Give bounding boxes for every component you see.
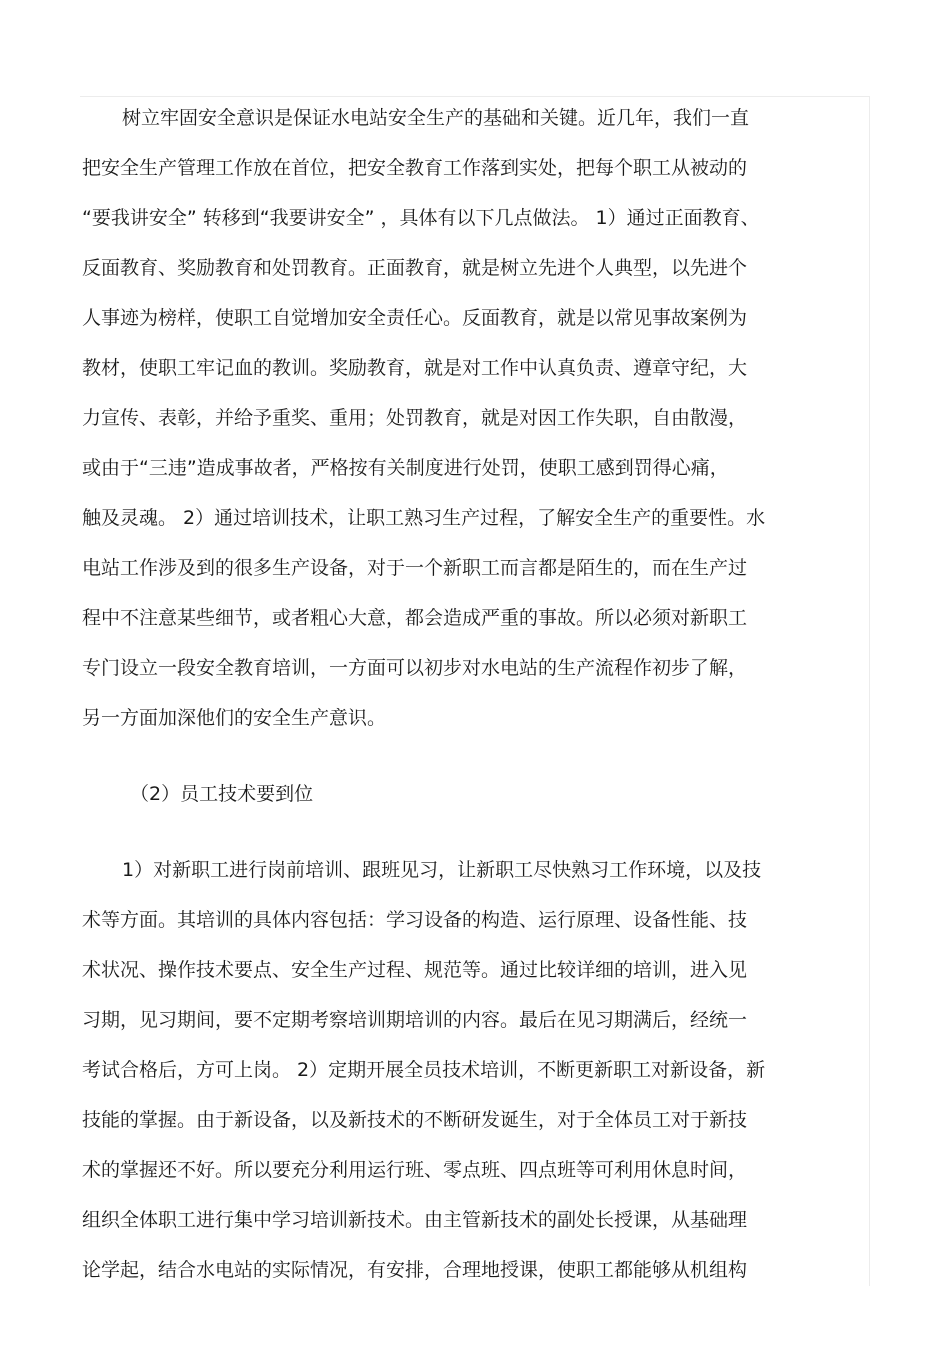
text-line: “要我讲安全” 转移到“我要讲安全” ，具体有以下几点做法。 1）通过正面教育、 [82, 207, 760, 229]
text-line: 技能的掌握。由于新设备，以及新技术的不断研发诞生，对于全体员工对于新技 [82, 1109, 748, 1131]
page-border-top [80, 96, 870, 97]
text-line: 术等方面。其培训的具体内容包括：学习设备的构造、运行原理、设备性能、技 [82, 909, 748, 931]
text-line: 把安全生产管理工作放在首位，把安全教育工作落到实处，把每个职工从被动的 [82, 157, 748, 179]
text-line: 或由于“三违”造成事故者，严格按有关制度进行处罚，使职工感到罚得心痛， [82, 457, 729, 479]
paragraph-staff-skills [82, 855, 862, 1305]
text-line: 力宣传、表彰，并给予重奖、重用；处罚教育，就是对因工作失职，自由散漫， [82, 407, 748, 429]
text-line: 反面教育、奖励教育和处罚教育。正面教育，就是树立先进个人典型，以先进个 [82, 257, 748, 279]
text-line: 电站工作涉及到的很多生产设备，对于一个新职工而言都是陌生的，而在生产过 [82, 557, 748, 579]
paragraph-safety-awareness [82, 103, 862, 753]
text-line: 论学起，结合水电站的实际情况，有安排，合理地授课，使职工都能够从机组构 [82, 1259, 748, 1281]
text-line: 人事迹为榜样，使职工自觉增加安全责任心。反面教育，就是以常见事故案例为 [82, 307, 748, 329]
text-line: 术的掌握还不好。所以要充分利用运行班、零点班、四点班等可利用休息时间， [82, 1159, 748, 1181]
text-line: 程中不注意某些细节，或者粗心大意，都会造成严重的事故。所以必须对新职工 [82, 607, 748, 629]
text-line: 另一方面加深他们的安全生产意识。 [82, 707, 387, 729]
text-line: 专门设立一段安全教育培训，一方面可以初步对水电站的生产流程作初步了解， [82, 657, 748, 679]
text-line: 组织全体职工进行集中学习培训新技术。由主管新技术的副处长授课，从基础理 [82, 1209, 748, 1231]
text-line: 树立牢固安全意识是保证水电站安全生产的基础和关键。近几年，我们一直 [122, 107, 750, 129]
text-line: 考试合格后，方可上岗。 2）定期开展全员技术培训，不断更新职工对新设备，新 [82, 1059, 766, 1081]
document-body [82, 103, 862, 1305]
paragraph-gap [82, 753, 862, 779]
text-line: 教材，使职工牢记血的教训。奖励教育，就是对工作中认真负责、遵章守纪，大 [82, 357, 748, 379]
section-heading: （2）员工技术要到位 [130, 783, 314, 805]
page-border-right [869, 96, 870, 1286]
text-line: 术状况、操作技术要点、安全生产过程、规范等。通过比较详细的培训，进入见 [82, 959, 748, 981]
text-line: 1）对新职工进行岗前培训、跟班见习，让新职工尽快熟习工作环境，以及技 [122, 859, 762, 881]
text-line: 触及灵魂。 2）通过培训技术，让职工熟习生产过程，了解安全生产的重要性。水 [82, 507, 766, 529]
paragraph-gap [82, 829, 862, 855]
text-line: 习期，见习期间，要不定期考察培训期培训的内容。最后在见习期满后，经统一 [82, 1009, 748, 1031]
